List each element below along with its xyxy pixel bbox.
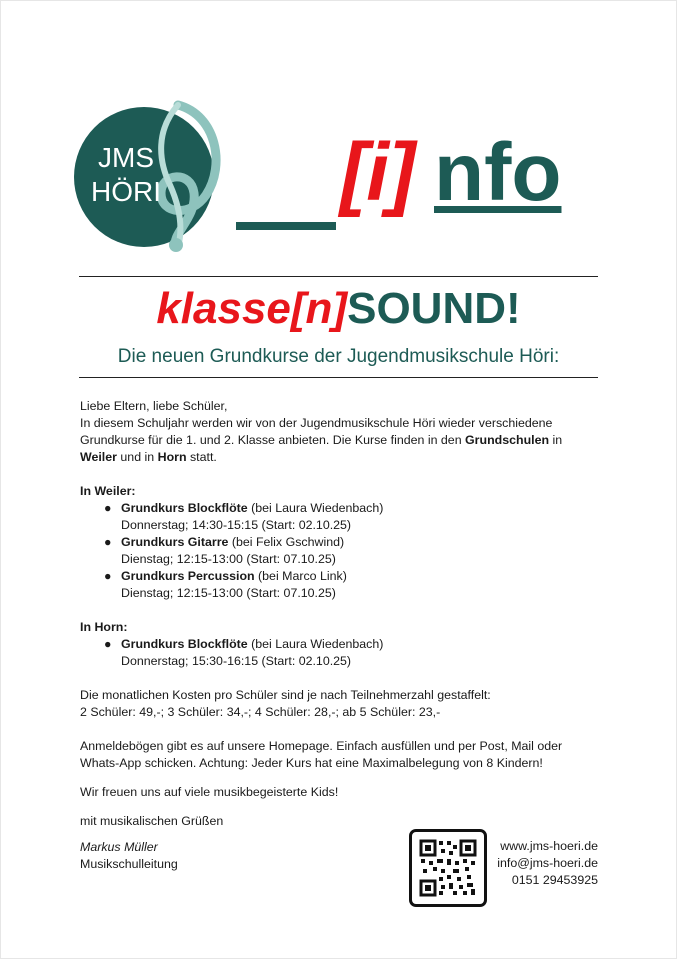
jms-hoeri-logo — [66, 85, 236, 255]
contact-info — [470, 838, 598, 889]
subtitle: Die neuen Grundkurse der Jugendmusikschule Höri: — [117, 346, 560, 367]
costs-line1: Die monatlichen Kosten pro Schüler sind je nach Teilnehmerzahl gestaffelt: — [80, 688, 491, 702]
intro-bold-schools: Grundschulen — [465, 433, 550, 447]
closing-text: Wir freuen uns auf viele musikbegeisterte Kids! — [80, 785, 339, 799]
weiler-heading-text: In Weiler: — [80, 484, 136, 498]
regards-text: mit musikalischen Grüßen — [80, 814, 224, 828]
signature-role: Musikschulleitung — [80, 857, 178, 871]
intro-text-2: in — [549, 433, 563, 447]
course-item — [80, 500, 600, 534]
logo-line1: JMS — [98, 142, 154, 173]
intro-bold-horn: Horn — [157, 450, 187, 464]
course-name: Grundkurs Percussion — [121, 569, 255, 583]
headline-red: klasse[n] — [156, 284, 348, 333]
letter-body — [80, 398, 600, 830]
info-nfo: nfo — [434, 127, 562, 218]
course-teacher: (bei Laura Wiedenbach) — [247, 501, 384, 515]
costs-line2: 2 Schüler: 49,-; 3 Schüler: 34,-; 4 Schüler: 28,-; ab 5 Schüler: 23,- — [80, 705, 441, 719]
course-time: Donnerstag; 14:30-15:15 (Start: 02.10.25) — [121, 518, 352, 532]
contact-email-link[interactable]: info@jms-hoeri.de — [497, 856, 598, 870]
course-item — [80, 534, 600, 568]
intro-text-4: statt. — [186, 450, 217, 464]
course-time: Dienstag; 12:15-13:00 (Start: 07.10.25) — [121, 552, 336, 566]
horn-heading-text: In Horn: — [80, 620, 128, 634]
intro-bold-weiler: Weiler — [80, 450, 117, 464]
signature-name: Markus Müller — [80, 840, 158, 854]
bottom-rule — [79, 377, 598, 378]
course-name: Grundkurs Blockflöte — [121, 501, 248, 515]
intro-paragraph — [80, 415, 600, 466]
bullet-icon: ● — [104, 569, 112, 583]
weiler-heading — [80, 483, 600, 500]
bullet-icon: ● — [104, 501, 112, 515]
logo-line2: HÖRI — [91, 176, 161, 207]
top-rule — [79, 276, 598, 277]
course-item — [80, 636, 600, 670]
signature — [80, 839, 178, 873]
course-teacher: (bei Felix Gschwind) — [228, 535, 345, 549]
course-teacher: (bei Marco Link) — [254, 569, 347, 583]
bullet-icon: ● — [104, 637, 112, 651]
course-teacher: (bei Laura Wiedenbach) — [247, 637, 384, 651]
course-item — [80, 568, 600, 602]
headline — [0, 284, 677, 334]
contact-web-link[interactable]: www.jms-hoeri.de — [500, 839, 598, 853]
bullet-icon: ● — [104, 535, 112, 549]
registration-text: Anmeldebögen gibt es auf unsere Homepage. Einfach ausfüllen und per Post, Mail oder Whats-App schicken. Achtung: Jeder Kurs hat eine Maximalbelegung von 8 Kindern! — [80, 739, 563, 770]
info-bracket-i: [i] — [340, 127, 415, 218]
intro-text-3: und in — [116, 450, 158, 464]
course-time: Dienstag; 12:15-13:00 (Start: 07.10.25) — [121, 586, 336, 600]
headline-green: SOUND! — [347, 284, 521, 333]
title-underline-bar — [236, 222, 336, 230]
intro-text-1: In diesem Schuljahr werden wir von der Jugendmusikschule Höri wieder verschiedene Grundkurse für die 1. und 2. Klasse anbieten. Die Kurse finden in den — [80, 416, 553, 447]
course-name: Grundkurs Blockflöte — [121, 637, 248, 651]
greeting: Liebe Eltern, liebe Schüler, — [80, 399, 228, 413]
horn-heading — [80, 619, 600, 636]
course-time: Donnerstag; 15:30-16:15 (Start: 02.10.25) — [121, 654, 352, 668]
contact-phone: 0151 29453925 — [511, 873, 598, 887]
course-name: Grundkurs Gitarre — [121, 535, 229, 549]
